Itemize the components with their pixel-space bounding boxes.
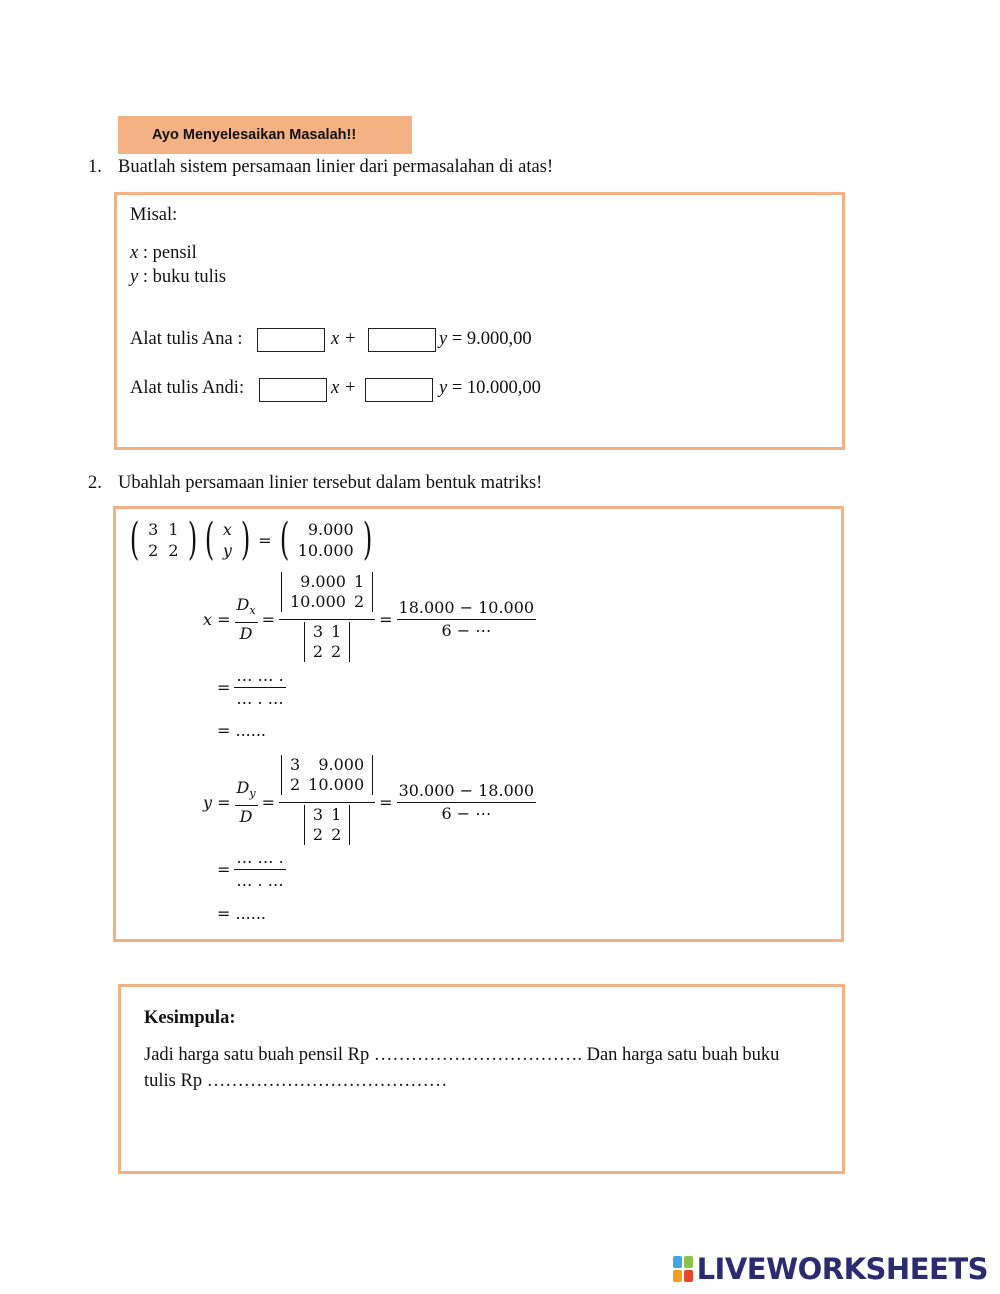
dy-over-d	[235, 778, 258, 827]
vector-cell: y	[222, 541, 232, 560]
matrix-cell: 3	[148, 520, 159, 539]
dx-symbol: D	[236, 594, 250, 614]
logo-icon	[673, 1256, 693, 1282]
equals-sign: =	[217, 860, 231, 879]
y-step-row	[217, 848, 286, 891]
ana-x-term	[331, 329, 356, 350]
x-denominator: 6 − ⋯	[441, 621, 492, 640]
y-definition	[130, 267, 226, 288]
det-cell: 1	[331, 622, 342, 641]
section-banner: Ayo Menyelesaikan Masalah!!	[118, 116, 412, 154]
y-def-text: : buku tulis	[138, 267, 227, 287]
det-cell: 1	[353, 572, 365, 591]
ana-rhs	[439, 329, 532, 350]
det-cell: 1	[331, 805, 342, 824]
det-cell: 3	[289, 755, 301, 774]
det-cell: 2	[312, 825, 324, 844]
y-denominator: 6 − ⋯	[441, 804, 492, 823]
determinant-dx	[281, 572, 373, 612]
x-lhs: x =	[203, 610, 231, 629]
liveworksheets-logo	[673, 1252, 988, 1286]
determinant-fraction-x	[279, 572, 375, 667]
andi-x-suffix: x +	[331, 378, 357, 398]
matrix-cell: 2	[168, 541, 179, 560]
determinant-fraction-y	[279, 755, 375, 850]
ana-y-var: y	[439, 329, 448, 349]
andi-rhs	[439, 378, 541, 399]
det-cell: 9.000	[318, 755, 365, 774]
question-1-number: 1.	[88, 157, 102, 177]
question-2-number: 2.	[88, 473, 102, 493]
andi-label: Alat tulis Andi:	[130, 378, 245, 398]
x-step-numerator: … … .	[234, 666, 285, 688]
ana-rhs-value: = 9.000,00	[447, 329, 532, 349]
y-lhs: y =	[203, 793, 231, 812]
det-cell: 2	[331, 642, 342, 661]
misal-label: Misal:	[130, 205, 178, 225]
x-step-fraction	[234, 666, 285, 709]
x-step-row	[217, 666, 286, 709]
question-1-text: Buatlah sistem persamaan linier dari permasalahan di atas!	[118, 157, 554, 177]
x-definition	[130, 243, 197, 264]
det-cell: 2	[331, 825, 342, 844]
x-variable: x	[130, 243, 139, 263]
conclusion-line-1: Jadi harga satu buah pensil Rp ……………………………. Dan harga satu buah buku	[144, 1045, 780, 1065]
y-result: = ......	[217, 904, 267, 923]
andi-x-coefficient-input[interactable]	[259, 378, 327, 402]
determinant-d	[304, 805, 350, 845]
ana-x-coefficient-input[interactable]	[257, 328, 325, 352]
andi-y-coefficient-input[interactable]	[365, 378, 433, 402]
matrix-cell: 2	[148, 541, 159, 560]
equals-sign: =	[217, 678, 231, 697]
x-step-denominator: … . …	[236, 689, 284, 708]
d-symbol: D	[239, 807, 253, 827]
conclusion-line-2: tulis Rp …………………………………	[144, 1071, 448, 1091]
conclusion-title: Kesimpula:	[144, 1008, 236, 1028]
matrix-cell: 1	[168, 520, 179, 539]
variable-vector: ( x y )	[204, 514, 251, 565]
vector-cell: x	[222, 520, 232, 539]
ana-x-suffix: x +	[331, 329, 357, 349]
answer-box-1	[114, 192, 845, 450]
coefficient-matrix: ( 3 1 2 2 )	[129, 514, 197, 565]
y-step-numerator: … … .	[234, 848, 285, 870]
det-cell: 3	[312, 805, 324, 824]
numeric-fraction-y	[397, 781, 537, 824]
dx-over-d	[235, 595, 258, 644]
det-cell: 9.000	[300, 572, 346, 591]
det-cell: 2	[312, 642, 324, 661]
equals-sign: =	[261, 610, 275, 629]
andi-y-var: y	[439, 378, 448, 398]
y-step-denominator: … . …	[236, 871, 284, 890]
det-cell: 10.000	[308, 775, 365, 794]
determinant-dy	[281, 755, 373, 795]
det-cell: 10.000	[289, 592, 346, 611]
equals-sign: =	[258, 530, 272, 550]
vector-cell: 9.000	[307, 520, 354, 539]
solve-x-row	[203, 572, 536, 667]
determinant-d	[304, 622, 350, 662]
dx-subscript: x	[249, 604, 256, 618]
x-result: = ......	[217, 721, 267, 740]
x-numerator: 18.000 − 10.000	[397, 598, 537, 620]
constant-vector: ( 9.000 10.000 )	[279, 514, 372, 565]
det-cell: 2	[353, 592, 365, 611]
ana-label: Alat tulis Ana :	[130, 329, 243, 349]
det-cell: 2	[289, 775, 301, 794]
question-2-text: Ubahlah persamaan linier tersebut dalam bentuk matriks!	[118, 473, 543, 493]
equals-sign: =	[379, 793, 393, 812]
d-symbol: D	[239, 624, 253, 644]
ana-y-coefficient-input[interactable]	[368, 328, 436, 352]
y-variable: y	[130, 267, 139, 287]
y-numerator: 30.000 − 18.000	[397, 781, 537, 803]
matrix-equation	[126, 514, 376, 565]
solve-y-row	[203, 755, 536, 850]
vector-cell: 10.000	[297, 541, 354, 560]
dy-symbol: D	[236, 777, 250, 797]
equals-sign: =	[379, 610, 393, 629]
equals-sign: =	[261, 793, 275, 812]
dy-subscript: y	[249, 787, 256, 801]
det-cell: 3	[312, 622, 324, 641]
y-step-fraction	[234, 848, 285, 891]
numeric-fraction-x	[397, 598, 537, 641]
logo-text: LIVEWORKSHEETS	[696, 1252, 988, 1286]
andi-rhs-value: = 10.000,00	[447, 378, 541, 398]
x-def-text: : pensil	[138, 243, 197, 263]
andi-x-term	[331, 378, 356, 399]
